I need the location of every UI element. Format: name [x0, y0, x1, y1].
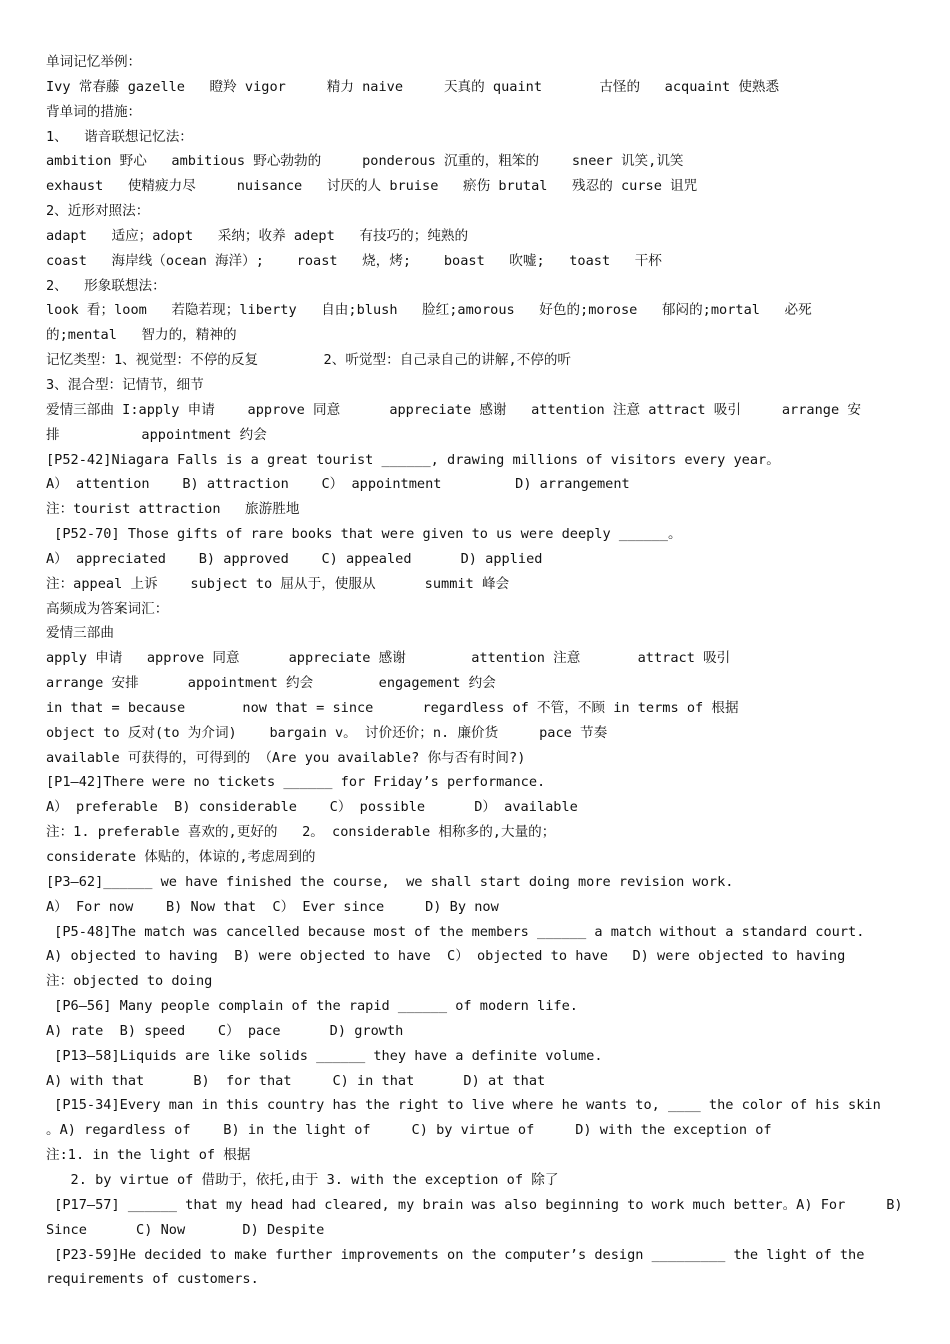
text-line: 2. by virtue of 借助于，依托,由于 3. with the exception of 除了: [46, 1171, 559, 1188]
text-line: A） attention B) attraction C） appointment D) arrangement: [46, 476, 630, 493]
text-line: [P23-59]He decided to make further improvements on the computer’s design _________ the light of the: [46, 1246, 865, 1263]
text-line: [P13—58]Liquids are like solids ______ they have a definite volume.: [46, 1047, 603, 1064]
text-line: 。A) regardless of B) in the light of C) by virtue of D) with the exception of: [46, 1122, 772, 1139]
text-line: Since C) Now D) Despite: [46, 1221, 325, 1238]
text-line: Ivy 常春藤 gazelle 瞪羚 vigor 精力 naive 天真的 quaint 古怪的 acquaint 使熟悉: [46, 78, 780, 95]
text-line: 3、混合型：记情节，细节: [46, 376, 204, 393]
text-line: 2、近形对照法：: [46, 203, 150, 220]
text-line: 背单词的措施：: [46, 103, 142, 120]
text-line: 单词记忆举例：: [46, 54, 142, 70]
text-line: 注：tourist attraction 旅游胜地: [46, 501, 300, 518]
text-line: A） preferable B) considerable C） possible D） available: [46, 799, 578, 816]
document-body: [46, 50, 906, 1292]
text-line: requirements of customers.: [46, 1271, 259, 1288]
text-line: [P52-42]Niagara Falls is a great tourist ______, drawing millions of visitors every year。: [46, 451, 780, 468]
text-line: 的;mental 智力的，精神的: [46, 327, 237, 344]
text-line: coast 海岸线（ocean 海洋）; roast 烧，烤; boast 吹嘘; toast 干杯: [46, 252, 662, 269]
text-line: A） appreciated B) approved C) appealed D) applied: [46, 550, 543, 567]
text-line: available 可获得的，可得到的 （Are you available? 你与否有时间?): [46, 749, 526, 766]
text-line: [P52-70] Those gifts of rare books that were given to us were deeply ______。: [46, 526, 682, 543]
text-line: [P1—42]There were no tickets ______ for Friday’s performance.: [46, 774, 546, 791]
text-line: apply 申请 approve 同意 appreciate 感谢 attention 注意 attract 吸引: [46, 650, 731, 667]
text-line: 2、 形象联想法：: [46, 277, 166, 294]
text-line: [P6—56] Many people complain of the rapid ______ of modern life.: [46, 998, 578, 1015]
text-line: 1、 谐音联想记忆法：: [46, 128, 193, 145]
text-line: A） For now B) Now that C） Ever since D) By now: [46, 898, 499, 915]
text-line: 注：objected to doing: [46, 973, 213, 990]
text-line: adapt 适应；adopt 采纳；收养 adept 有技巧的；纯熟的: [46, 227, 469, 244]
text-line: 注:1. in the light of 根据: [46, 1147, 251, 1164]
text-line: 排 appointment 约会: [46, 426, 267, 443]
text-line: A) objected to having B) were objected to have C） objected to have D) were objected to having: [46, 948, 846, 965]
text-line: 爱情三部曲 I:apply 申请 approve 同意 appreciate 感谢 attention 注意 attract 吸引 arrange 安: [46, 401, 861, 418]
text-line: in that = because now that = since regardless of 不管，不顾 in terms of 根据: [46, 699, 739, 716]
text-line: 记忆类型：1、视觉型：不停的反复 2、听觉型：自己录自己的讲解,不停的听: [46, 352, 572, 369]
text-line: ambition 野心 ambitious 野心勃勃的 ponderous 沉重的，粗笨的 sneer 讥笑,讥笑: [46, 153, 684, 170]
text-line: object to 反对(to 为介词) bargain v。 讨价还价；n. 廉价货 pace 节奏: [46, 724, 608, 741]
text-line: [P15-34]Every man in this country has the right to live where he wants to, ____ the color of his skin: [46, 1097, 881, 1114]
text-line: [P5-48]The match was cancelled because most of the members ______ a match without a standard court.: [46, 923, 865, 940]
text-line: [P17—57] ______ that my head had cleared, my brain was also beginning to work much better。A) For B): [46, 1196, 903, 1213]
text-line: arrange 安排 appointment 约会 engagement 约会: [46, 675, 496, 692]
text-line: 注：appeal 上诉 subject to 屈从于，使服从 summit 峰会: [46, 575, 510, 592]
text-line: considerate 体贴的，体谅的,考虑周到的: [46, 849, 316, 865]
text-line: exhaust 使精疲力尽 nuisance 讨厌的人 bruise 瘀伤 brutal 残忍的 curse 诅咒: [46, 178, 698, 195]
text-line: look 看；loom 若隐若现；liberty 自由;blush 脸红;amorous 好色的;morose 郁闷的;mortal 必死: [46, 302, 812, 319]
text-line: A) rate B) speed C） pace D) growth: [46, 1022, 404, 1039]
text-line: 注：1. preferable 喜欢的,更好的 2。 considerable 相称多的,大量的；: [46, 824, 556, 841]
text-line: A) with that B) for that C) in that D) at that: [46, 1072, 546, 1089]
text-line: 高频成为答案词汇：: [46, 600, 169, 617]
text-line: [P3—62]______ we have finished the course, we shall start doing more revision work.: [46, 873, 734, 890]
text-line: 爱情三部曲: [46, 625, 114, 642]
